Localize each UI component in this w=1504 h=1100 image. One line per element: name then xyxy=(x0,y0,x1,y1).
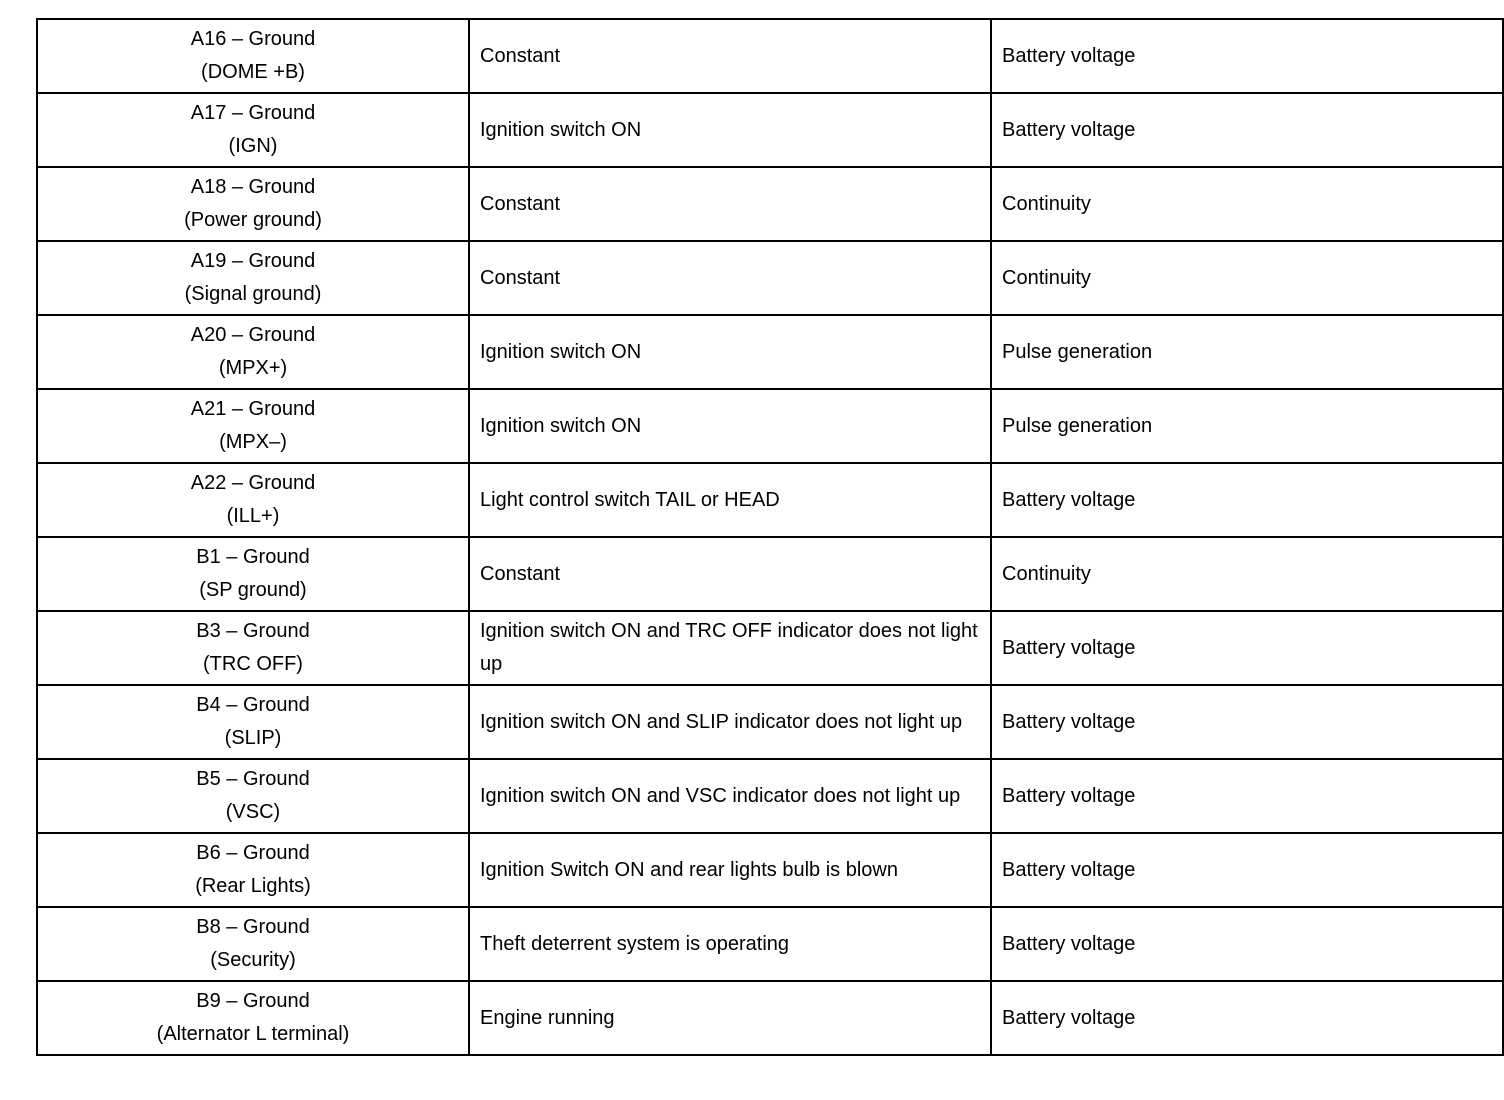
table-row xyxy=(37,241,1503,315)
terminal-label: A21 – Ground xyxy=(190,398,316,420)
table-row xyxy=(37,981,1503,1055)
table-row xyxy=(37,19,1503,93)
specified-condition-cell: Continuity xyxy=(991,167,1503,241)
condition-cell: Theft deterrent system is operating xyxy=(469,907,991,981)
table-row xyxy=(37,315,1503,389)
table-row xyxy=(37,463,1503,537)
terminal-cell xyxy=(37,833,469,907)
terminal-cell xyxy=(37,537,469,611)
terminal-label: B3 – Ground xyxy=(196,620,310,642)
condition-cell: Ignition Switch ON and rear lights bulb is blown xyxy=(469,833,991,907)
terminal-cell xyxy=(37,315,469,389)
condition-cell: Ignition switch ON and VSC indicator does not light up xyxy=(469,759,991,833)
terminal-cell xyxy=(37,241,469,315)
terminal-cell xyxy=(37,981,469,1055)
condition-cell: Ignition switch ON xyxy=(469,315,991,389)
table-row xyxy=(37,759,1503,833)
signal-label: (TRC OFF) xyxy=(203,653,303,675)
specified-condition-cell: Battery voltage xyxy=(991,93,1503,167)
signal-label: (SP ground) xyxy=(199,579,307,601)
terminal-label: A17 – Ground xyxy=(190,102,316,124)
signal-label: (VSC) xyxy=(225,801,281,823)
terminal-cell xyxy=(37,19,469,93)
table-row xyxy=(37,907,1503,981)
signal-label: (DOME +B) xyxy=(201,61,305,83)
terminal-label: B9 – Ground xyxy=(196,990,310,1012)
terminal-inspection-table-container xyxy=(36,18,1468,1056)
specified-condition-cell: Battery voltage xyxy=(991,907,1503,981)
specified-condition-cell: Pulse generation xyxy=(991,315,1503,389)
terminal-label: B8 – Ground xyxy=(196,916,310,938)
table-row xyxy=(37,611,1503,685)
terminal-label: A20 – Ground xyxy=(190,324,316,346)
condition-cell: Constant xyxy=(469,167,991,241)
terminal-label: B4 – Ground xyxy=(196,694,310,716)
signal-label: (SLIP) xyxy=(224,727,282,749)
signal-label: (MPX+) xyxy=(218,357,288,379)
terminal-cell xyxy=(37,907,469,981)
terminal-cell xyxy=(37,389,469,463)
signal-label: (Power ground) xyxy=(184,209,322,231)
terminal-cell xyxy=(37,759,469,833)
signal-label: (ILL+) xyxy=(226,505,280,527)
signal-label: (Rear Lights) xyxy=(195,875,311,897)
specified-condition-cell: Pulse generation xyxy=(991,389,1503,463)
condition-cell: Ignition switch ON and TRC OFF indicator does not light up xyxy=(469,611,991,685)
terminal-cell xyxy=(37,685,469,759)
terminal-inspection-table xyxy=(36,18,1504,1056)
condition-cell: Light control switch TAIL or HEAD xyxy=(469,463,991,537)
condition-cell: Ignition switch ON xyxy=(469,93,991,167)
condition-cell: Engine running xyxy=(469,981,991,1055)
table-row xyxy=(37,685,1503,759)
specified-condition-cell: Battery voltage xyxy=(991,833,1503,907)
signal-label: (Security) xyxy=(210,949,296,971)
specified-condition-cell: Battery voltage xyxy=(991,19,1503,93)
terminal-cell xyxy=(37,167,469,241)
specified-condition-cell: Continuity xyxy=(991,241,1503,315)
terminal-label: A18 – Ground xyxy=(190,176,316,198)
table-row xyxy=(37,167,1503,241)
signal-label: (MPX–) xyxy=(219,431,287,453)
condition-cell: Ignition switch ON xyxy=(469,389,991,463)
terminal-label: A22 – Ground xyxy=(190,472,316,494)
table-body xyxy=(37,19,1503,1055)
terminal-cell xyxy=(37,463,469,537)
signal-label: (Alternator L terminal) xyxy=(156,1023,350,1045)
specified-condition-cell: Battery voltage xyxy=(991,981,1503,1055)
condition-cell: Ignition switch ON and SLIP indicator does not light up xyxy=(469,685,991,759)
specified-condition-cell: Battery voltage xyxy=(991,611,1503,685)
signal-label: (IGN) xyxy=(228,135,278,157)
condition-cell: Constant xyxy=(469,241,991,315)
table-row xyxy=(37,93,1503,167)
terminal-label: A16 – Ground xyxy=(190,28,316,50)
specified-condition-cell: Battery voltage xyxy=(991,685,1503,759)
terminal-label: B5 – Ground xyxy=(196,768,310,790)
table-row xyxy=(37,833,1503,907)
condition-cell: Constant xyxy=(469,19,991,93)
table-row xyxy=(37,389,1503,463)
specified-condition-cell: Battery voltage xyxy=(991,759,1503,833)
terminal-label: B1 – Ground xyxy=(196,546,310,568)
specified-condition-cell: Continuity xyxy=(991,537,1503,611)
signal-label: (Signal ground) xyxy=(184,283,322,305)
specified-condition-cell: Battery voltage xyxy=(991,463,1503,537)
terminal-label: A19 – Ground xyxy=(190,250,316,272)
terminal-cell xyxy=(37,93,469,167)
table-row xyxy=(37,537,1503,611)
terminal-label: B6 – Ground xyxy=(196,842,310,864)
condition-cell: Constant xyxy=(469,537,991,611)
terminal-cell xyxy=(37,611,469,685)
